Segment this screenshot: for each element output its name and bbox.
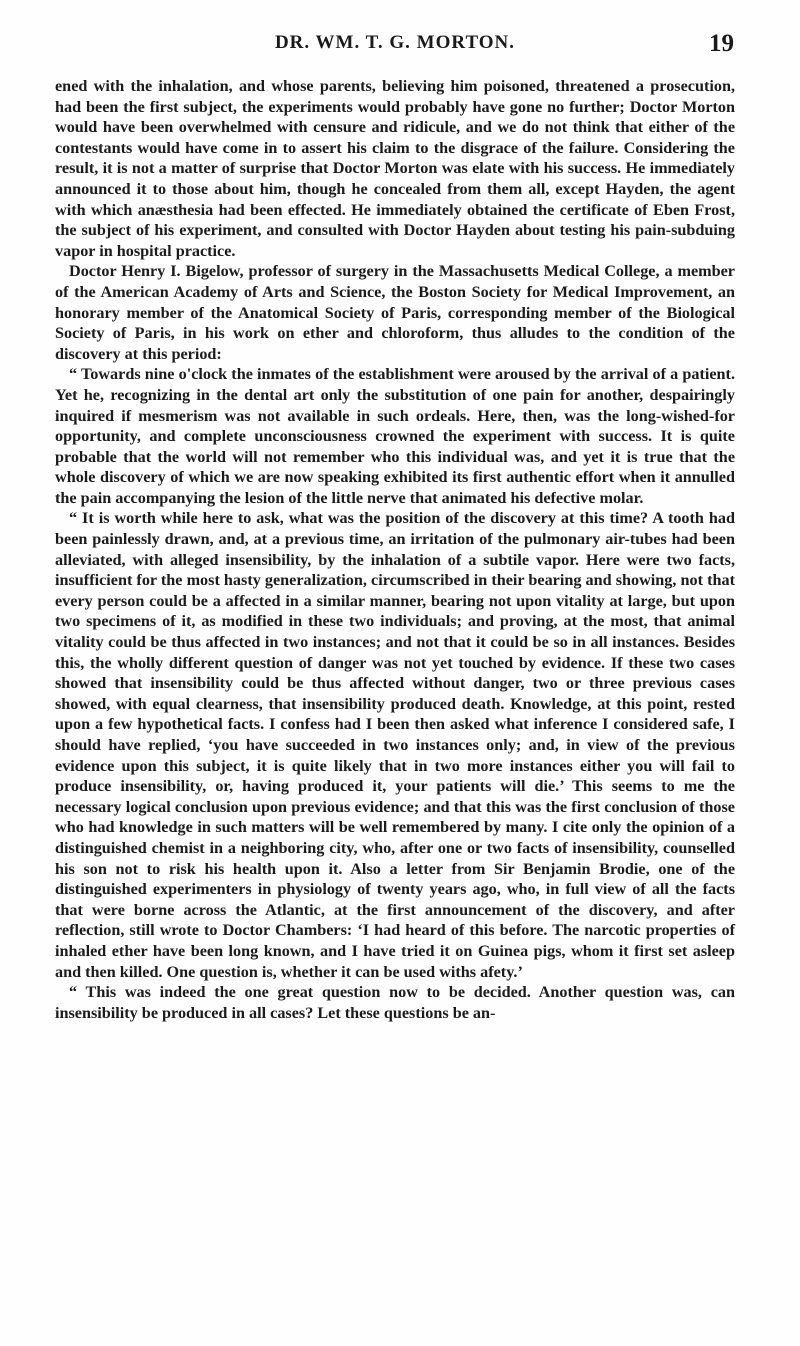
body-text [55, 76, 735, 1023]
page-header [56, 30, 734, 66]
paragraph-1: ened with the inhalation, and whose parents, believing him poisoned, threatened a prosecution, had been the first subject, the experiments would probably have gone no further; Doctor Morton would have been overwhelmed with censure and ridicule, and we do not think that either of the contestants would have come in to assert his claim to the disgrace of the failure. Considering the result, it is not a matter of surprise that Doctor Morton was elate with his success. He immediately announced it to those about him, though he concealed from them all, except Hayden, the agent with which anæsthesia had been effected. He immediately obtained the certificate of Eben Frost, the subject of his experiment, and consulted with Doctor Hayden about testing his pain-subduing vapor in hospital practice. [55, 77, 735, 260]
paragraph-3-quote: “ Towards nine o'clock the inmates of the establishment were aroused by the arrival of a patient. Yet he, recognizing in the dental art only the substitution of one pain for another, despairingly inquired if mesmerism was not available in such ordeals. Here, then, was the long-wished-for opportunity, and complete unconsciousness crowned the experiment with success. It is quite probable that the world will not remember who this individual was, and yet it is true that the whole discovery of which we are now speaking exhibited its first authentic effort when it annulled the pain accompanying the lesion of the little nerve that animated his defective molar. [55, 365, 735, 507]
paragraph-5-quote: “ This was indeed the one great question now to be decided. Another question was, can insensibility be produced in all cases? Let these questions be an- [55, 983, 735, 1022]
running-head: DR. WM. T. G. MORTON. [274, 32, 516, 53]
paragraph-2: Doctor Henry I. Bigelow, professor of surgery in the Massachusetts Medical College, a member of the American Academy of Arts and Science, the Boston Society for Medical Improvement, an honorary member of the Anatomical Society of Paris, corresponding member of the Biological Society of Paris, in his work on ether and chloroform, thus alludes to the condition of the discovery at this period: [55, 262, 735, 363]
page-number: 19 [709, 30, 734, 57]
paragraph-4-quote: “ It is worth while here to ask, what was the position of the discovery at this time? A tooth had been painlessly drawn, and, at a previous time, an irritation of the pulmonary air-tubes had been alleviated, with alleged insensibility, by the inhalation of a subtile vapor. Here were two facts, insufficient for the most hasty generalization, circumscribed in their bearing and showing, not that every person could be a affected in a similar manner, bearing not upon vitality at large, but upon two specimens of it, as modified in these two individuals; and proving, at the most, that animal vitality could be thus affected in two instances; and not that it could be so in all instances. Besides this, the wholly different question of danger was not yet touched by evidence. If these two cases showed that insensibility could be thus affected without danger, two or three previous cases showed, with equal clearness, that insensibility produced death. Knowledge, at this point, rested upon a few hypothetical facts. I confess had I been then asked what inference I considered safe, I should have replied, ‘you have succeeded in two instances only; and, in view of the previous evidence upon this subject, it is quite likely that in two more instances either you will fail to produce insensibility, or, having produced it, your patients will die.’ This seems to me the necessary logical conclusion upon previous evidence; and that this was the first conclusion of those who had knowledge in such matters will be well remembered by many. I cite only the opinion of a distinguished chemist in a neighboring city, who, after one or two facts of insensibility, counselled his son not to risk his health upon it. Also a letter from Sir Benjamin Brodie, one of the distinguished experimenters in physiology of twenty years ago, who, in full view of all the facts that were borne across the Atlantic, at the first announcement of the discovery, and after reflection, still wrote to Doctor Chambers: ‘I had heard of this before. The narcotic properties of inhaled ether have been long known, and I have tried it on Guinea pigs, whom it first set asleep and then killed. One question is, whether it can be used withs afety.’ [55, 509, 735, 981]
